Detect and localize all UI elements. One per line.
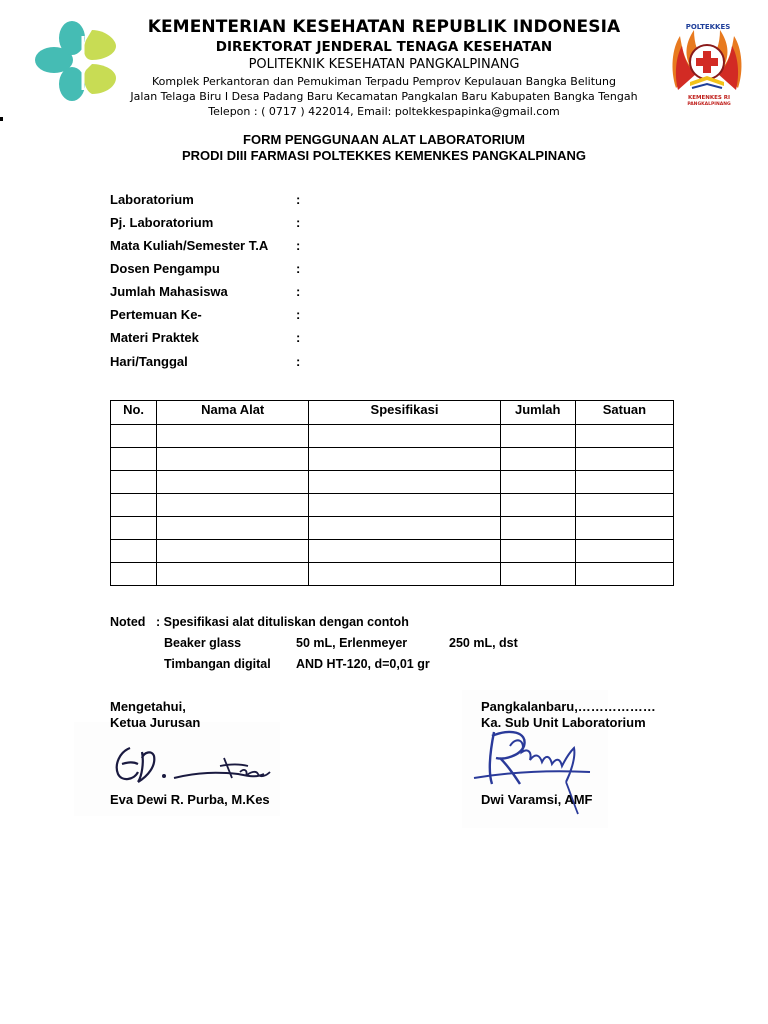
right-sign-line-2: Ka. Sub Unit Laboratorium [481,715,646,730]
field-colon: : [296,284,301,299]
table-row [111,563,674,586]
table-cell[interactable] [157,540,309,563]
table-row [111,471,674,494]
table-cell[interactable] [309,563,500,586]
table-cell[interactable] [500,448,575,471]
field-colon: : [296,354,301,369]
table-cell[interactable] [309,448,500,471]
table-cell[interactable] [500,425,575,448]
field-colon: : [296,238,301,253]
table-row [111,540,674,563]
school-name: POLITEKNIK KESEHATAN PANGKALPINANG [248,57,520,72]
right-sign-line-1: Pangkalanbaru,……………… [481,699,656,714]
edge-mark [0,117,3,121]
example-1-spec: 50 mL, Erlenmeyer [296,636,408,650]
table-cell[interactable] [157,494,309,517]
field-label: Pj. Laboratorium [110,215,214,230]
field-label: Laboratorium [110,192,194,207]
table-cell[interactable] [111,471,157,494]
field-colon: : [296,261,301,276]
field-label: Jumlah Mahasiswa [110,284,228,299]
table-cell[interactable] [111,494,157,517]
logo-bottom-text-1: KEMENKES RI [687,95,731,101]
left-signature-icon [108,742,278,790]
table-cell[interactable] [500,540,575,563]
directorate-name: DIREKTORAT JENDERAL TENAGA KESEHATAN [215,39,553,55]
left-sign-name: Eva Dewi R. Purba, M.Kes [110,792,270,807]
table-cell[interactable] [111,425,157,448]
example-2-spec: AND HT-120, d=0,01 gr [296,657,430,671]
field-label: Materi Praktek [110,330,199,345]
table-cell[interactable] [575,563,673,586]
table-cell[interactable] [157,563,309,586]
field-label: Mata Kuliah/Semester T.A [110,238,269,253]
table-cell[interactable] [575,471,673,494]
table-cell[interactable] [575,540,673,563]
header-nama-alat: Nama Alat [157,401,309,425]
example-2-item: Timbangan digital [164,657,271,671]
field-label: Pertemuan Ke- [110,307,202,322]
ministry-name: KEMENTERIAN KESEHATAN REPUBLIK INDONESIA [147,17,621,37]
example-1-extra: 250 mL, dst [449,636,518,650]
address-line-1: Komplek Perkantoran dan Pemukiman Terpadu Pemprov Kepulauan Bangka Belitung [152,75,616,88]
field-colon: : [296,307,301,322]
table-cell[interactable] [575,448,673,471]
address-line-2: Jalan Telaga Biru I Desa Padang Baru Kecamatan Pangkalan Baru Kabupaten Bangka Tengah [130,90,638,103]
contact-line: Telepon : ( 0717 ) 422014, Email: poltekkespapinka@gmail.com [208,105,560,118]
field-label: Hari/Tanggal [110,354,188,369]
table-cell[interactable] [111,448,157,471]
note-label: Noted [110,615,146,629]
table-cell[interactable] [309,540,500,563]
table-cell[interactable] [157,471,309,494]
table-row [111,448,674,471]
field-label: Dosen Pengampu [110,261,220,276]
note-intro: : Spesifikasi alat dituliskan dengan contoh [156,615,409,629]
table-row [111,517,674,540]
table-cell[interactable] [500,471,575,494]
field-colon: : [296,330,301,345]
table-cell[interactable] [309,425,500,448]
table-cell[interactable] [575,494,673,517]
header-satuan: Satuan [575,401,673,425]
table-cell[interactable] [157,425,309,448]
table-cell[interactable] [111,517,157,540]
header-jumlah: Jumlah [500,401,575,425]
form-title: FORM PENGGUNAAN ALAT LABORATORIUM [243,132,525,147]
table-cell[interactable] [157,517,309,540]
left-sign-line-1: Mengetahui, [110,699,186,714]
table-cell[interactable] [500,494,575,517]
form-subtitle: PRODI DIII FARMASI POLTEKKES KEMENKES PANGKALPINANG [182,148,586,163]
table-cell[interactable] [309,494,500,517]
table-cell[interactable] [500,563,575,586]
header-no: No. [111,401,157,425]
right-sign-name: Dwi Varamsi, AMF [481,792,593,807]
logo-top-text: POLTEKKES [685,23,731,31]
table-cell[interactable] [111,540,157,563]
equipment-table [110,400,674,586]
table-cell[interactable] [575,517,673,540]
table-cell[interactable] [309,517,500,540]
table-cell[interactable] [575,425,673,448]
table-cell[interactable] [157,448,309,471]
field-colon: : [296,192,301,207]
table-row [111,425,674,448]
table-cell[interactable] [500,517,575,540]
header-spesifikasi: Spesifikasi [309,401,500,425]
table-row [111,494,674,517]
field-colon: : [296,215,301,230]
table-header-row [111,401,674,425]
table-cell[interactable] [309,471,500,494]
logo-bottom-text-2: PANGKALPINANG [687,102,731,107]
left-sign-line-2: Ketua Jurusan [110,715,201,730]
example-1-item: Beaker glass [164,636,242,650]
table-cell[interactable] [111,563,157,586]
